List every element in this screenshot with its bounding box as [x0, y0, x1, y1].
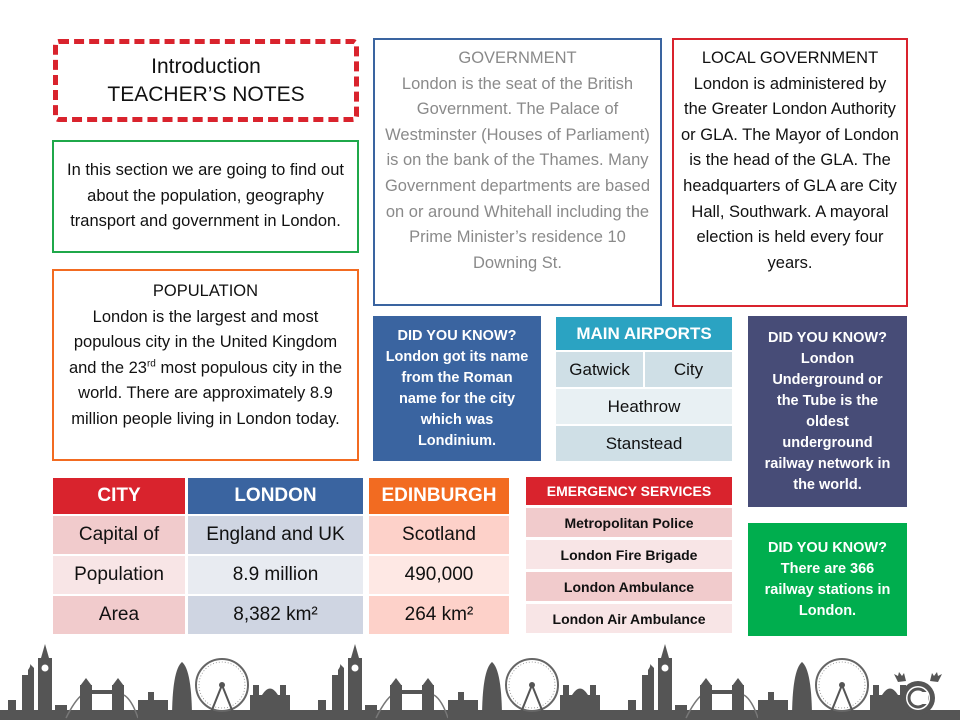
london-area: 8,382 km² — [188, 596, 363, 634]
local-government-box — [672, 38, 908, 307]
airport-stanstead: Stanstead — [556, 426, 732, 461]
population-text-part-2: most populous city in the world. There are approximately 8.9 million people living in London today. — [71, 358, 343, 428]
population-heading: POPULATION — [152, 282, 259, 300]
population-text-part-1: London is the largest and most populous city in the United Kingdom and the 23 — [68, 307, 338, 377]
local-government-text: London is administered by the Greater London Authority or GLA. The Mayor of London is the head of the GLA. The headquarters of GLA are City Hall, Southwark. A mayoral election is held every four years. — [681, 74, 899, 272]
header-edinburgh: EDINBURGH — [369, 478, 509, 514]
population-superscript: rd — [146, 358, 156, 369]
emergency-item: London Air Ambulance — [526, 604, 732, 633]
london-skyline-icon — [0, 640, 960, 720]
emergency-heading: EMERGENCY SERVICES — [526, 477, 732, 505]
header-london: LONDON — [188, 478, 363, 514]
did-you-know-name-origin — [373, 316, 541, 461]
london-column — [188, 478, 363, 636]
government-heading: GOVERNMENT — [458, 49, 577, 67]
did-you-know-text: There are 366 railway stations in London. — [764, 560, 891, 619]
did-you-know-heading: DID YOU KNOW? — [768, 329, 887, 346]
emergency-item: London Ambulance — [526, 572, 732, 601]
local-government-heading: LOCAL GOVERNMENT — [701, 49, 879, 67]
title-box — [53, 39, 359, 122]
london-capital: England and UK — [188, 516, 363, 554]
did-you-know-heading: DID YOU KNOW? — [768, 539, 887, 556]
population-box — [52, 269, 359, 461]
airports-heading: MAIN AIRPORTS — [556, 317, 732, 350]
edinburgh-population: 490,000 — [369, 556, 509, 594]
airport-heathrow: Heathrow — [556, 389, 732, 424]
government-box — [373, 38, 662, 306]
row-label-capital: Capital of — [53, 516, 185, 554]
government-text: London is the seat of the British Government. The Palace of Westminster (Houses of Parliament) is on the bank of the Thames. Many Government departments are based on or around Whitehall including the Prime Minister’s residence 10 Downing St. — [384, 74, 651, 272]
did-you-know-railway — [748, 523, 907, 636]
emergency-item: London Fire Brigade — [526, 540, 732, 569]
city-column — [53, 478, 185, 636]
title-line-2: TEACHER’S NOTES — [107, 82, 305, 106]
header-city: CITY — [53, 478, 185, 514]
emergency-item: Metropolitan Police — [526, 508, 732, 537]
row-label-area: Area — [53, 596, 185, 634]
did-you-know-underground — [748, 316, 907, 507]
population-text — [62, 305, 349, 433]
did-you-know-heading: DID YOU KNOW? — [397, 327, 517, 344]
main-airports-table — [556, 317, 732, 462]
edinburgh-column — [369, 478, 509, 636]
intro-text: In this section we are going to find out about the population, geography transport and government in London. — [66, 161, 344, 231]
airport-gatwick: Gatwick — [556, 352, 643, 387]
edinburgh-capital: Scotland — [369, 516, 509, 554]
edinburgh-area: 264 km² — [369, 596, 509, 634]
london-population: 8.9 million — [188, 556, 363, 594]
did-you-know-text: London got its name from the Roman name for the city which was Londinium. — [385, 348, 529, 449]
emergency-services-table — [526, 477, 732, 637]
title-line-1: Introduction — [151, 54, 261, 78]
row-label-population: Population — [53, 556, 185, 594]
did-you-know-text: London Underground or the Tube is the oldest underground railway network in the world. — [764, 350, 891, 493]
airport-city: City — [645, 352, 732, 387]
city-comparison-table — [53, 478, 509, 636]
intro-box — [52, 140, 359, 253]
